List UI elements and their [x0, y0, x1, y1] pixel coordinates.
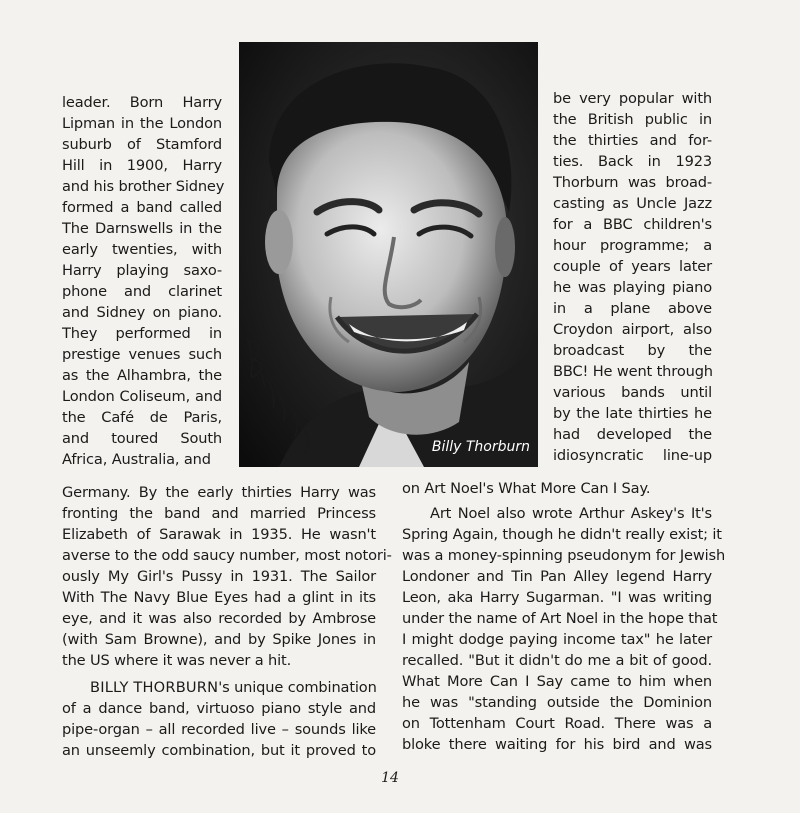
text-line: Croydon airport, also [553, 321, 712, 338]
text-line: ously My Girl's Pussy in 1931. The Sailor [62, 568, 376, 585]
text-line: Leon, aka Harry Sugarman. "I was writing [402, 589, 712, 606]
text-line: prestige venues such [62, 346, 222, 363]
text-line: Spring Again, though he didn't really exist; it [402, 526, 722, 543]
text-line: under the name of Art Noel in the hope that [402, 610, 718, 627]
text-line: ties. Back in 1923 [553, 153, 712, 170]
text-line: the US where it was never a hit. [62, 652, 292, 669]
text-line: of a dance band, virtuoso piano style and [62, 700, 376, 717]
portrait-illustration [239, 42, 538, 467]
text-line: bloke there waiting for his bird and was [402, 736, 712, 753]
text-line: averse to the odd saucy number, most notori- [62, 547, 392, 564]
text-line: With The Navy Blue Eyes had a glint in its [62, 589, 376, 606]
text-line: as the Alhambra, the [62, 367, 222, 384]
text-line: Elizabeth of Sarawak in 1935. He wasn't [62, 526, 376, 543]
text-line: They performed in [62, 325, 222, 342]
text-line: Art Noel also wrote Arthur Askey's It's [430, 505, 712, 522]
text-line: I might dodge paying income tax" he later [402, 631, 712, 648]
text-line: the thirties and for- [553, 132, 712, 149]
text-line: the Café de Paris, [62, 409, 222, 426]
text-line: The Darnswells in the [62, 220, 222, 237]
text-line: pipe-organ – all recorded live – sounds like [62, 721, 376, 738]
text-line: hour programme; a [553, 237, 712, 254]
text-line: couple of years later [553, 258, 712, 275]
text-line: for a BBC children's [553, 216, 712, 233]
text-line: What More Can I Say came to him when [402, 673, 712, 690]
text-line: broadcast by the [553, 342, 712, 359]
text-line: recalled. "But it didn't do me a bit of good. [402, 652, 712, 669]
text-line: casting as Uncle Jazz [553, 195, 712, 212]
text-line: Londoner and Tin Pan Alley legend Harry [402, 568, 712, 585]
text-line: Lipman in the London [62, 115, 222, 132]
text-line: idiosyncratic line-up [553, 447, 712, 464]
text-run: 's unique combination [218, 679, 377, 696]
text-line: the British public in [553, 111, 712, 128]
text-line: and toured South [62, 430, 222, 447]
portrait-photo [239, 42, 538, 467]
text-line: fronting the band and married Princess [62, 505, 376, 522]
page-number: 14 [381, 770, 399, 786]
text-line: and his brother Sidney [62, 178, 225, 195]
text-line: early twenties, with [62, 241, 222, 258]
paragraph-first-line [90, 677, 376, 698]
text-line: was a money-spinning pseudonym for Jewish [402, 547, 726, 564]
text-line: various bands until [553, 384, 712, 401]
text-line: Harry playing saxo- [62, 262, 222, 279]
text-line: he was playing piano [553, 279, 712, 296]
text-line: phone and clarinet [62, 283, 222, 300]
photo-caption: Billy Thorburn [431, 439, 530, 455]
text-line: Hill in 1900, Harry [62, 157, 222, 174]
text-line: formed a band called [62, 199, 222, 216]
text-line: be very popular with [553, 90, 712, 107]
text-line: leader. Born Harry [62, 94, 222, 111]
text-line: on Tottenham Court Road. There was a [402, 715, 712, 732]
text-line: Germany. By the early thirties Harry was [62, 484, 376, 501]
text-line: BBC! He went through [553, 363, 713, 380]
text-line: and Sidney on piano. [62, 304, 222, 321]
text-line: an unseemly combination, but it proved to [62, 742, 376, 759]
text-line: he was "standing outside the Dominion [402, 694, 712, 711]
text-line: Africa, Australia, and [62, 451, 211, 468]
text-line: in a plane above [553, 300, 712, 317]
text-line: on Art Noel's What More Can I Say. [402, 480, 651, 497]
text-line: London Coliseum, and [62, 388, 222, 405]
text-line: had developed the [553, 426, 712, 443]
text-line: (with Sam Browne), and by Spike Jones in [62, 631, 376, 648]
text-line: suburb of Stamford [62, 136, 222, 153]
text-line: eye, and it was also recorded by Ambrose [62, 610, 376, 627]
text-line: by the late thirties he [553, 405, 712, 422]
text-line: Thorburn was broad- [553, 174, 712, 191]
artist-name-lead: BILLY THORBURN [90, 679, 219, 696]
